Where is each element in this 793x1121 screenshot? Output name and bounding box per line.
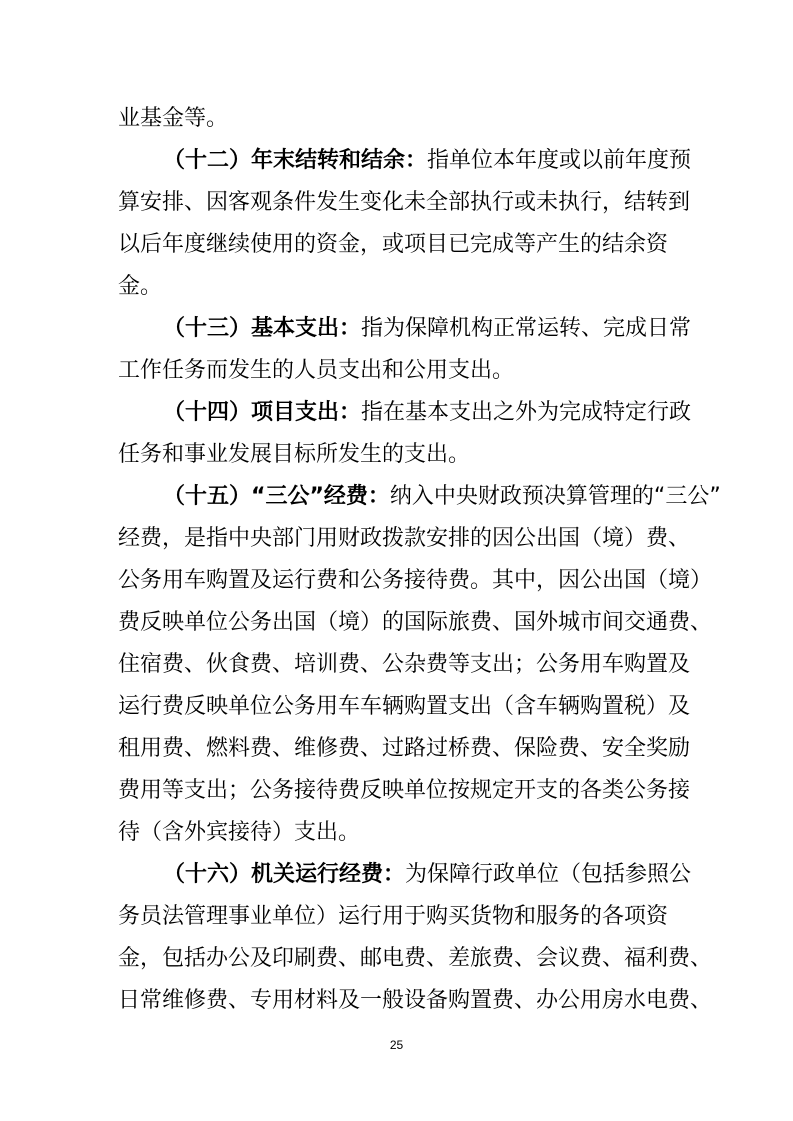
section-heading: （十四）项目支出：: [163, 400, 362, 425]
text-line: 住宿费、伙食费、培训费、公杂费等支出；公务用车购置及: [118, 652, 691, 677]
text-line: 以后年度继续使用的资金，或项目已完成等产生的结余资: [118, 232, 669, 257]
text-line: 运行费反映单位公务用车车辆购置支出（含车辆购置税）及: [118, 694, 691, 719]
section-heading: （十三）基本支出：: [163, 316, 362, 341]
text-line: 待（含外宾接待）支出。: [118, 820, 361, 845]
text-line: 工作任务而发生的人员支出和公用支出。: [118, 358, 515, 383]
text-line: 算安排、因客观条件发生变化未全部执行或未执行，结转到: [118, 190, 691, 215]
section-14-heading-line: （十四）项目支出：指在基本支出之外为完成特定行政: [163, 400, 692, 425]
text-line: 公务用车购置及运行费和公务接待费。其中，因公出国（境）: [118, 568, 713, 593]
section-heading: （十五）“三公”经费：: [163, 484, 390, 509]
text-line: 租用费、燃料费、维修费、过路过桥费、保险费、安全奖励: [118, 736, 691, 761]
section-16-heading-line: （十六）机关运行经费：为保障行政单位（包括参照公: [163, 862, 692, 887]
section-heading: （十二）年末结转和结余：: [163, 148, 428, 173]
text-line: 金。: [118, 274, 163, 299]
text-line: 经费，是指中央部门用财政拨款安排的因公出国（境）费、: [118, 526, 691, 551]
page-number: 25: [389, 1038, 404, 1052]
text-line: 日常维修费、专用材料及一般设备购置费、办公用房水电费、: [118, 988, 713, 1013]
text-line: 务员法管理事业单位）运行用于购买货物和服务的各项资: [118, 904, 669, 929]
section-13-heading-line: （十三）基本支出：指为保障机构正常运转、完成日常: [163, 316, 692, 341]
text-line: 业基金等。: [118, 106, 229, 131]
text-line: 费反映单位公务出国（境）的国际旅费、国外城市间交通费、: [118, 610, 713, 635]
text-line: 金，包括办公及印刷费、邮电费、差旅费、会议费、福利费、: [118, 946, 713, 971]
section-12-heading-line: （十二）年末结转和结余：指单位本年度或以前年度预: [163, 148, 692, 173]
text-line: 费用等支出；公务接待费反映单位按规定开支的各类公务接: [118, 778, 691, 803]
section-heading: （十六）机关运行经费：: [163, 862, 406, 887]
section-15-heading-line: （十五）“三公”经费：纳入中央财政预决算管理的“三公”: [163, 484, 721, 509]
text-line: 任务和事业发展目标所发生的支出。: [118, 442, 471, 467]
